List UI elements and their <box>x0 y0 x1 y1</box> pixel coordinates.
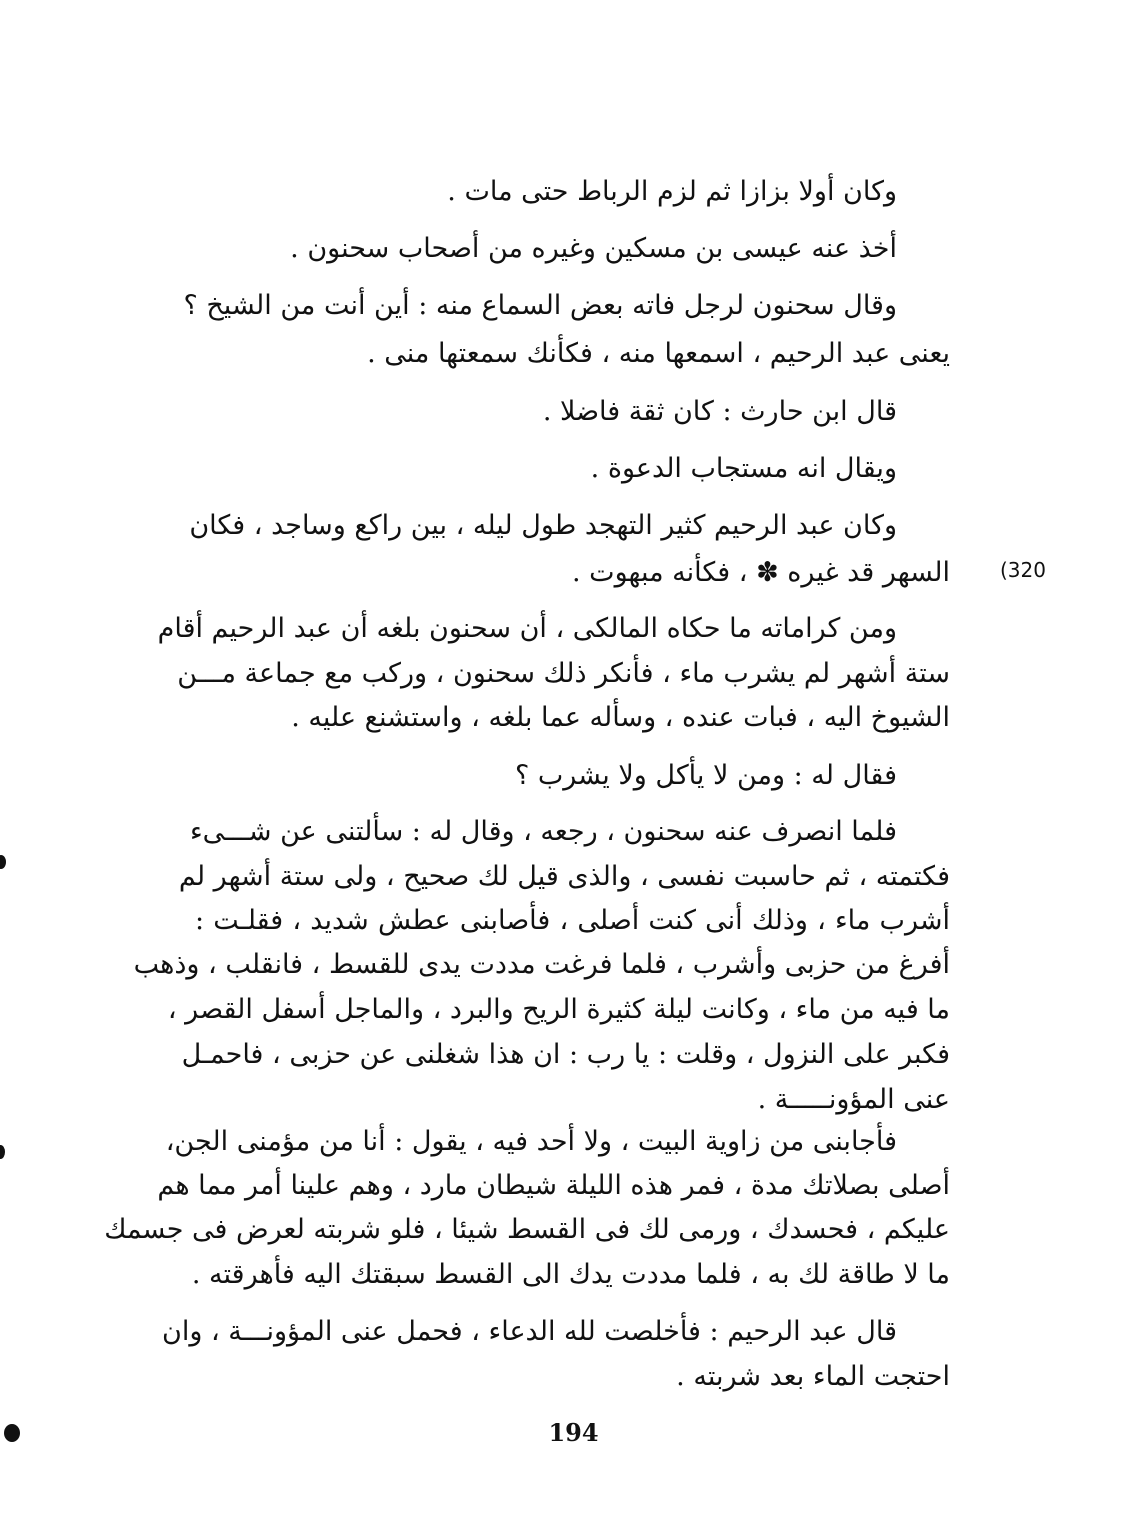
text-line: الشيوخ اليه ، فبات عنده ، وسأله عما بلغه ، واستشنع عليه . <box>291 702 950 733</box>
text-line: يعنى عبد الرحيم ، اسمعها منه ، فكأنك سمعتها منى . <box>367 338 950 369</box>
text-line: احتجت الماء بعد شربته . <box>676 1361 950 1392</box>
text-line: وقال سحنون لرجل فاته بعض السماع منه : أين أنت من الشيخ ؟ <box>183 290 897 321</box>
text-line: ما فيه من ماء ، وكانت ليلة كثيرة الريح والبرد ، والماجل أسفل القصر ، <box>167 994 950 1025</box>
text-line: أشرب ماء ، وذلك أنى كنت أصلى ، فأصابنى عطش شديد ، فقلـت : <box>195 905 950 936</box>
text-line: فكتمته ، ثم حاسبت نفسى ، والذى قيل لك صحيح ، ولى ستة أشهر لم <box>178 861 950 892</box>
text-line: وكان أولا بزازا ثم لزم الرباط حتى مات . <box>447 176 897 207</box>
text-line: أخذ عنه عيسى بن مسكين وغيره من أصحاب سحنون . <box>290 233 897 264</box>
text-line: ويقال انه مستجاب الدعوة . <box>590 453 897 484</box>
text-line: السهر قد غيره ✽ ، فكأنه مبهوت . <box>572 557 950 588</box>
text-line: ومن كراماته ما حكاه المالكى ، أن سحنون بلغه أن عبد الرحيم أقام <box>157 613 897 644</box>
text-line: أفرغ من حزبى وأشرب ، فلما فرغت مددت يدى للقسط ، فانقلب ، وذهب <box>133 949 950 980</box>
text-line: عنى المؤونـــــة . <box>757 1084 950 1115</box>
text-line: ما لا طاقة لك به ، فلما مددت يدك الى القسط سبقتك اليه فأهرقته . <box>191 1259 950 1290</box>
binding-hole-mark <box>0 855 6 869</box>
text-line: فقال له : ومن لا يأكل ولا يشرب ؟ <box>514 760 897 791</box>
binding-hole-mark <box>0 1145 5 1159</box>
text-line: فكبر على النزول ، وقلت : يا رب : ان هذا شغلنى عن حزبى ، فاحمـل <box>181 1039 950 1070</box>
text-line: ستة أشهر لم يشرب ماء ، فأنكر ذلك سحنون ، وركب مع جماعة مـــن <box>177 658 950 689</box>
text-line: وكان عبد الرحيم كثير التهجد طول ليله ، بين راكع وساجد ، فكان <box>189 510 897 541</box>
page-number: 194 <box>548 1418 599 1447</box>
binding-hole-mark <box>4 1424 20 1442</box>
text-line: فأجابنى من زاوية البيت ، ولا أحد فيه ، يقول : أنا من مؤمنى الجن، <box>165 1126 897 1157</box>
text-line: قال ابن حارث : كان ثقة فاضلا . <box>542 396 897 427</box>
text-line: عليكم ، فحسدك ، ورمى لك فى القسط شيئا ، فلو شربته لعرض فى جسمك <box>104 1214 950 1245</box>
text-line: أصلى بصلاتك مدة ، فمر هذه الليلة شيطان مارد ، وهم علينا أمر مما هم <box>157 1170 950 1201</box>
text-line: قال عبد الرحيم : فأخلصت لله الدعاء ، فحمل عنى المؤونـــة ، وان <box>162 1316 897 1347</box>
margin-note: (320 <box>1000 558 1046 582</box>
text-line: فلما انصرف عنه سحنون ، رجعه ، وقال له : سألتنى عن شـــىء <box>189 816 897 847</box>
